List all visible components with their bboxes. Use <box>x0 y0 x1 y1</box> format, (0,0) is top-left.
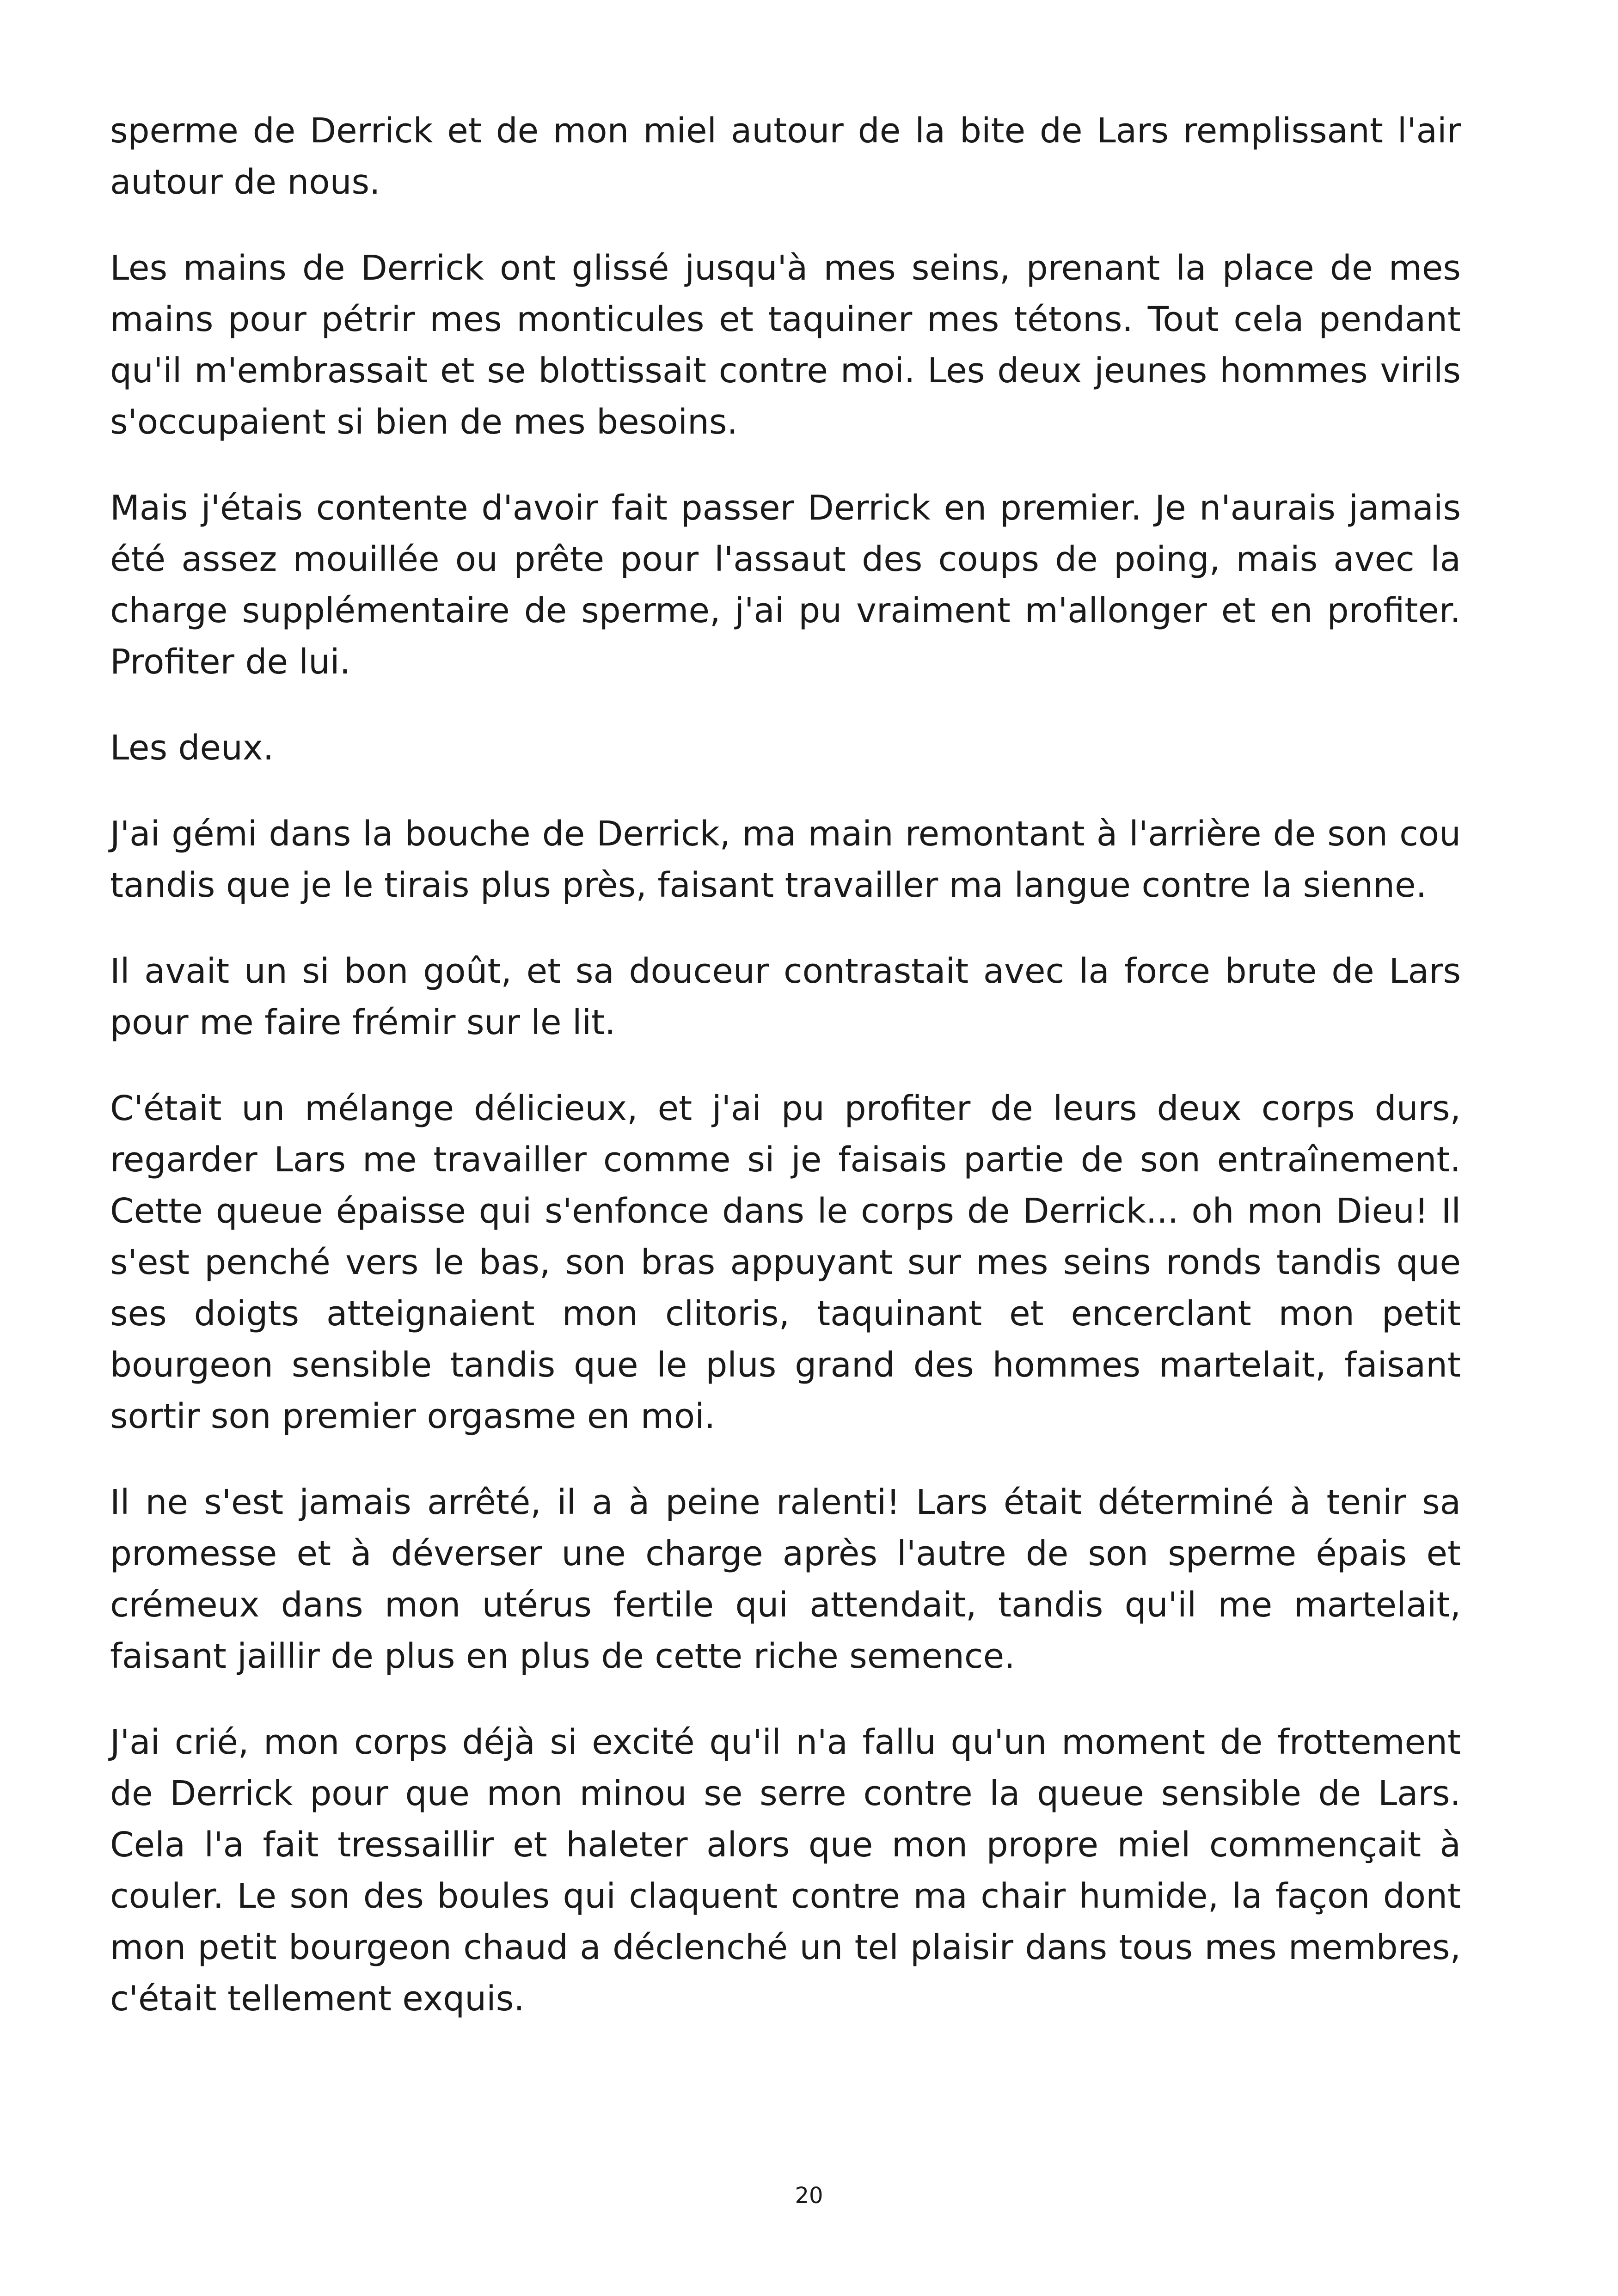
paragraph: Il avait un si bon goût, et sa douceur contrastait avec la force brute de Lars pour me faire frémir sur le lit. <box>110 951 1461 1042</box>
paragraph: J'ai gémi dans la bouche de Derrick, ma main remontant à l'arrière de son cou tandis que je le tirais plus près, faisant travailler ma langue contre la sienne. <box>110 814 1461 905</box>
page-number: 20 <box>795 2183 823 2209</box>
paragraph: Les deux. <box>110 728 274 768</box>
paragraph: J'ai crié, mon corps déjà si excité qu'il n'a fallu qu'un moment de frottement de Derrick pour que mon minou se serre contre la queue sensible de Lars. Cela l'a fait tressaillir et haleter alors que mon propre miel commençait à couler. Le son des boules qui claquent contre ma chair humide, la façon dont mon petit bourgeon chaud a déclenché un tel plaisir dans tous mes membres, c'était tellement exquis. <box>110 1722 1461 2019</box>
paragraph: Les mains de Derrick ont glissé jusqu'à mes seins, prenant la place de mes mains pour pétrir mes monticules et taquiner mes tétons. Tout cela pendant qu'il m'embrassait et se blottissait contre moi. Les deux jeunes hommes virils s'occupaient si bien de mes besoins. <box>110 248 1461 442</box>
paragraph: sperme de Derrick et de mon miel autour de la bite de Lars remplissant l'air autour de nous. <box>110 111 1461 202</box>
paragraph: C'était un mélange délicieux, et j'ai pu profiter de leurs deux corps durs, regarder Lars me travailler comme si je faisais partie de son entraînement. Cette queue épaisse qui s'enfonce dans le corps de Derrick... oh mon Dieu! Il s'est penché vers le bas, son bras appuyant sur mes seins ronds tandis que ses doigts atteignaient mon clitoris, taquinant et encerclant mon petit bourgeon sensible tandis que le plus grand des hommes martelait, faisant sortir son premier orgasme en moi. <box>110 1089 1461 1436</box>
paragraph: Mais j'étais contente d'avoir fait passer Derrick en premier. Je n'aurais jamais été assez mouillée ou prête pour l'assaut des coups de poing, mais avec la charge supplémentaire de sperme, j'ai pu vraiment m'allonger et en profiter. Profiter de lui. <box>110 488 1461 682</box>
paragraph: Il ne s'est jamais arrêté, il a à peine ralenti! Lars était déterminé à tenir sa promesse et à déverser une charge après l'autre de son sperme épais et crémeux dans mon utérus fertile qui attendait, tandis qu'il me martelait, faisant jaillir de plus en plus de cette riche semence. <box>110 1482 1461 1676</box>
body-text <box>110 105 1461 2025</box>
